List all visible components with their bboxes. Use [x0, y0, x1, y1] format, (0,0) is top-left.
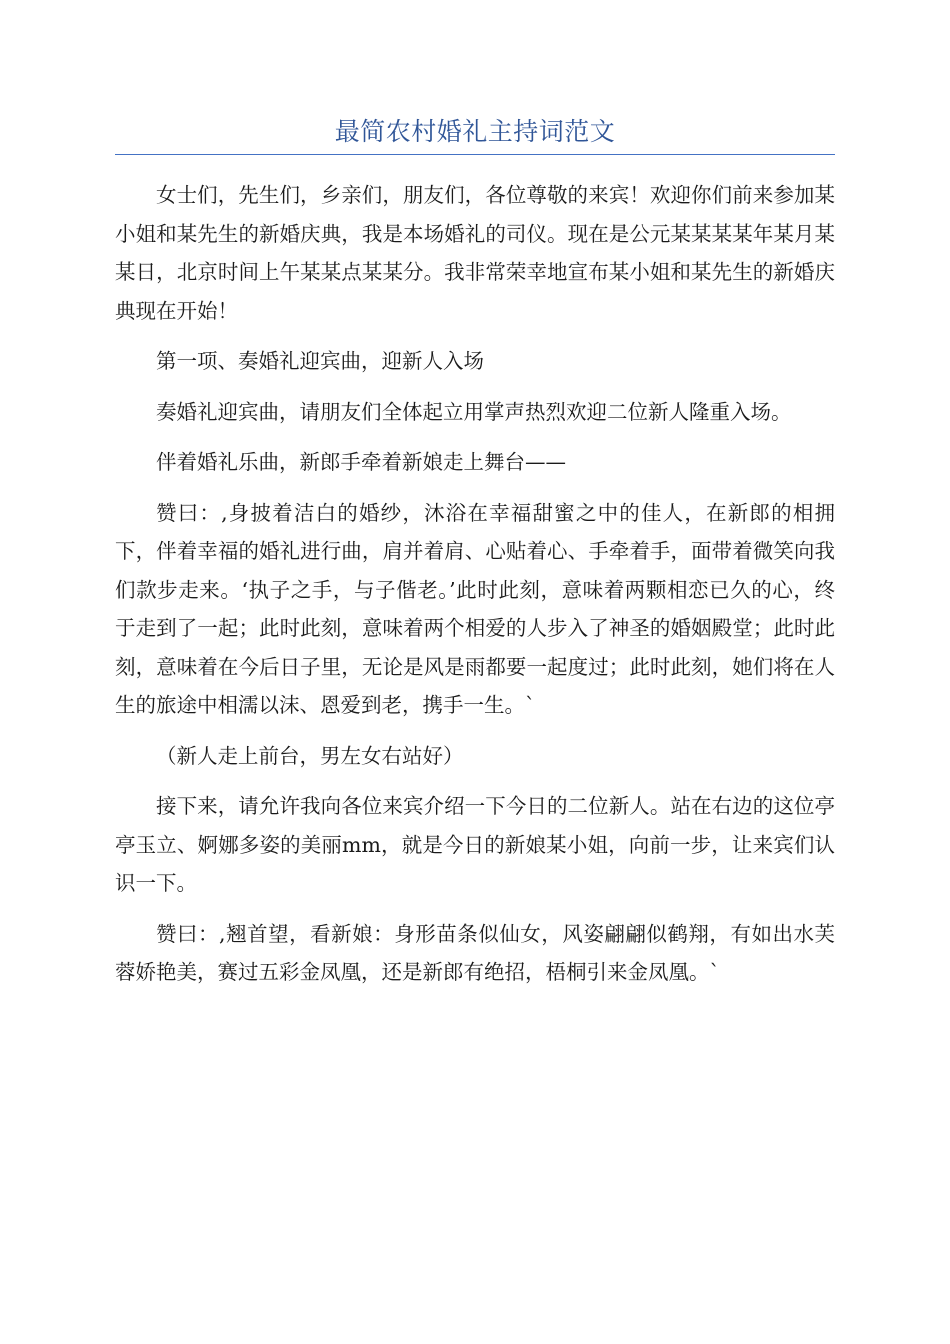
paragraph-praise-bride: 赞曰：,翘首望，看新娘：身形苗条似仙女，风姿翩翩似鹤翔，有如出水芙蓉娇艳美，赛过五彩金凤凰，还是新郎有绝招，梧桐引来金凤凰。`	[115, 921, 835, 984]
paragraph-opening: 女士们，先生们，乡亲们，朋友们，各位尊敬的来宾！欢迎你们前来参加某小姐和某先生的新婚庆典，我是本场婚礼的司仪。现在是公元某某某某年某月某某日，北京时间上午某某点某某分。我非常荣幸地宣布某小姐和某先生的新婚庆典现在开始！	[115, 183, 835, 323]
paragraph-praise-couple: 赞曰：,身披着洁白的婚纱，沐浴在幸福甜蜜之中的佳人，在新郎的相拥下，伴着幸福的婚礼进行曲，肩并着肩、心贴着心、手牵着手，面带着微笑向我们款步走来。‘执子之手，与子偕老。’此时此刻，意味着两颗相恋已久的心，终于走到了一起；此时此刻，意味着两个相爱的人步入了神圣的婚姻殿堂；此时此刻，意味着在今后日子里，无论是风是雨都要一起度过；此时此刻，她们将在人生的旅途中相濡以沫、恩爱到老，携手一生。`	[115, 500, 835, 717]
paragraph-stage-direction: （新人走上前台，男左女右站好）	[156, 743, 464, 768]
paragraph-welcome-music: 奏婚礼迎宾曲，请朋友们全体起立用掌声热烈欢迎二位新人隆重入场。	[156, 399, 792, 424]
document-body	[115, 176, 835, 1004]
title-underline	[115, 154, 835, 155]
paragraph-introduce-bride: 接下来，请允许我向各位来宾介绍一下今日的二位新人。站在右边的这位亭亭玉立、婀娜多姿的美丽mm，就是今日的新娘某小姐，向前一步，让来宾们认识一下。	[115, 794, 835, 895]
paragraph-entrance: 伴着婚礼乐曲，新郎手牵着新娘走上舞台——	[156, 450, 566, 474]
document-title: 最简农村婚礼主持词范文	[334, 117, 616, 146]
paragraph-item-one: 第一项、奏婚礼迎宾曲，迎新人入场	[156, 349, 484, 373]
